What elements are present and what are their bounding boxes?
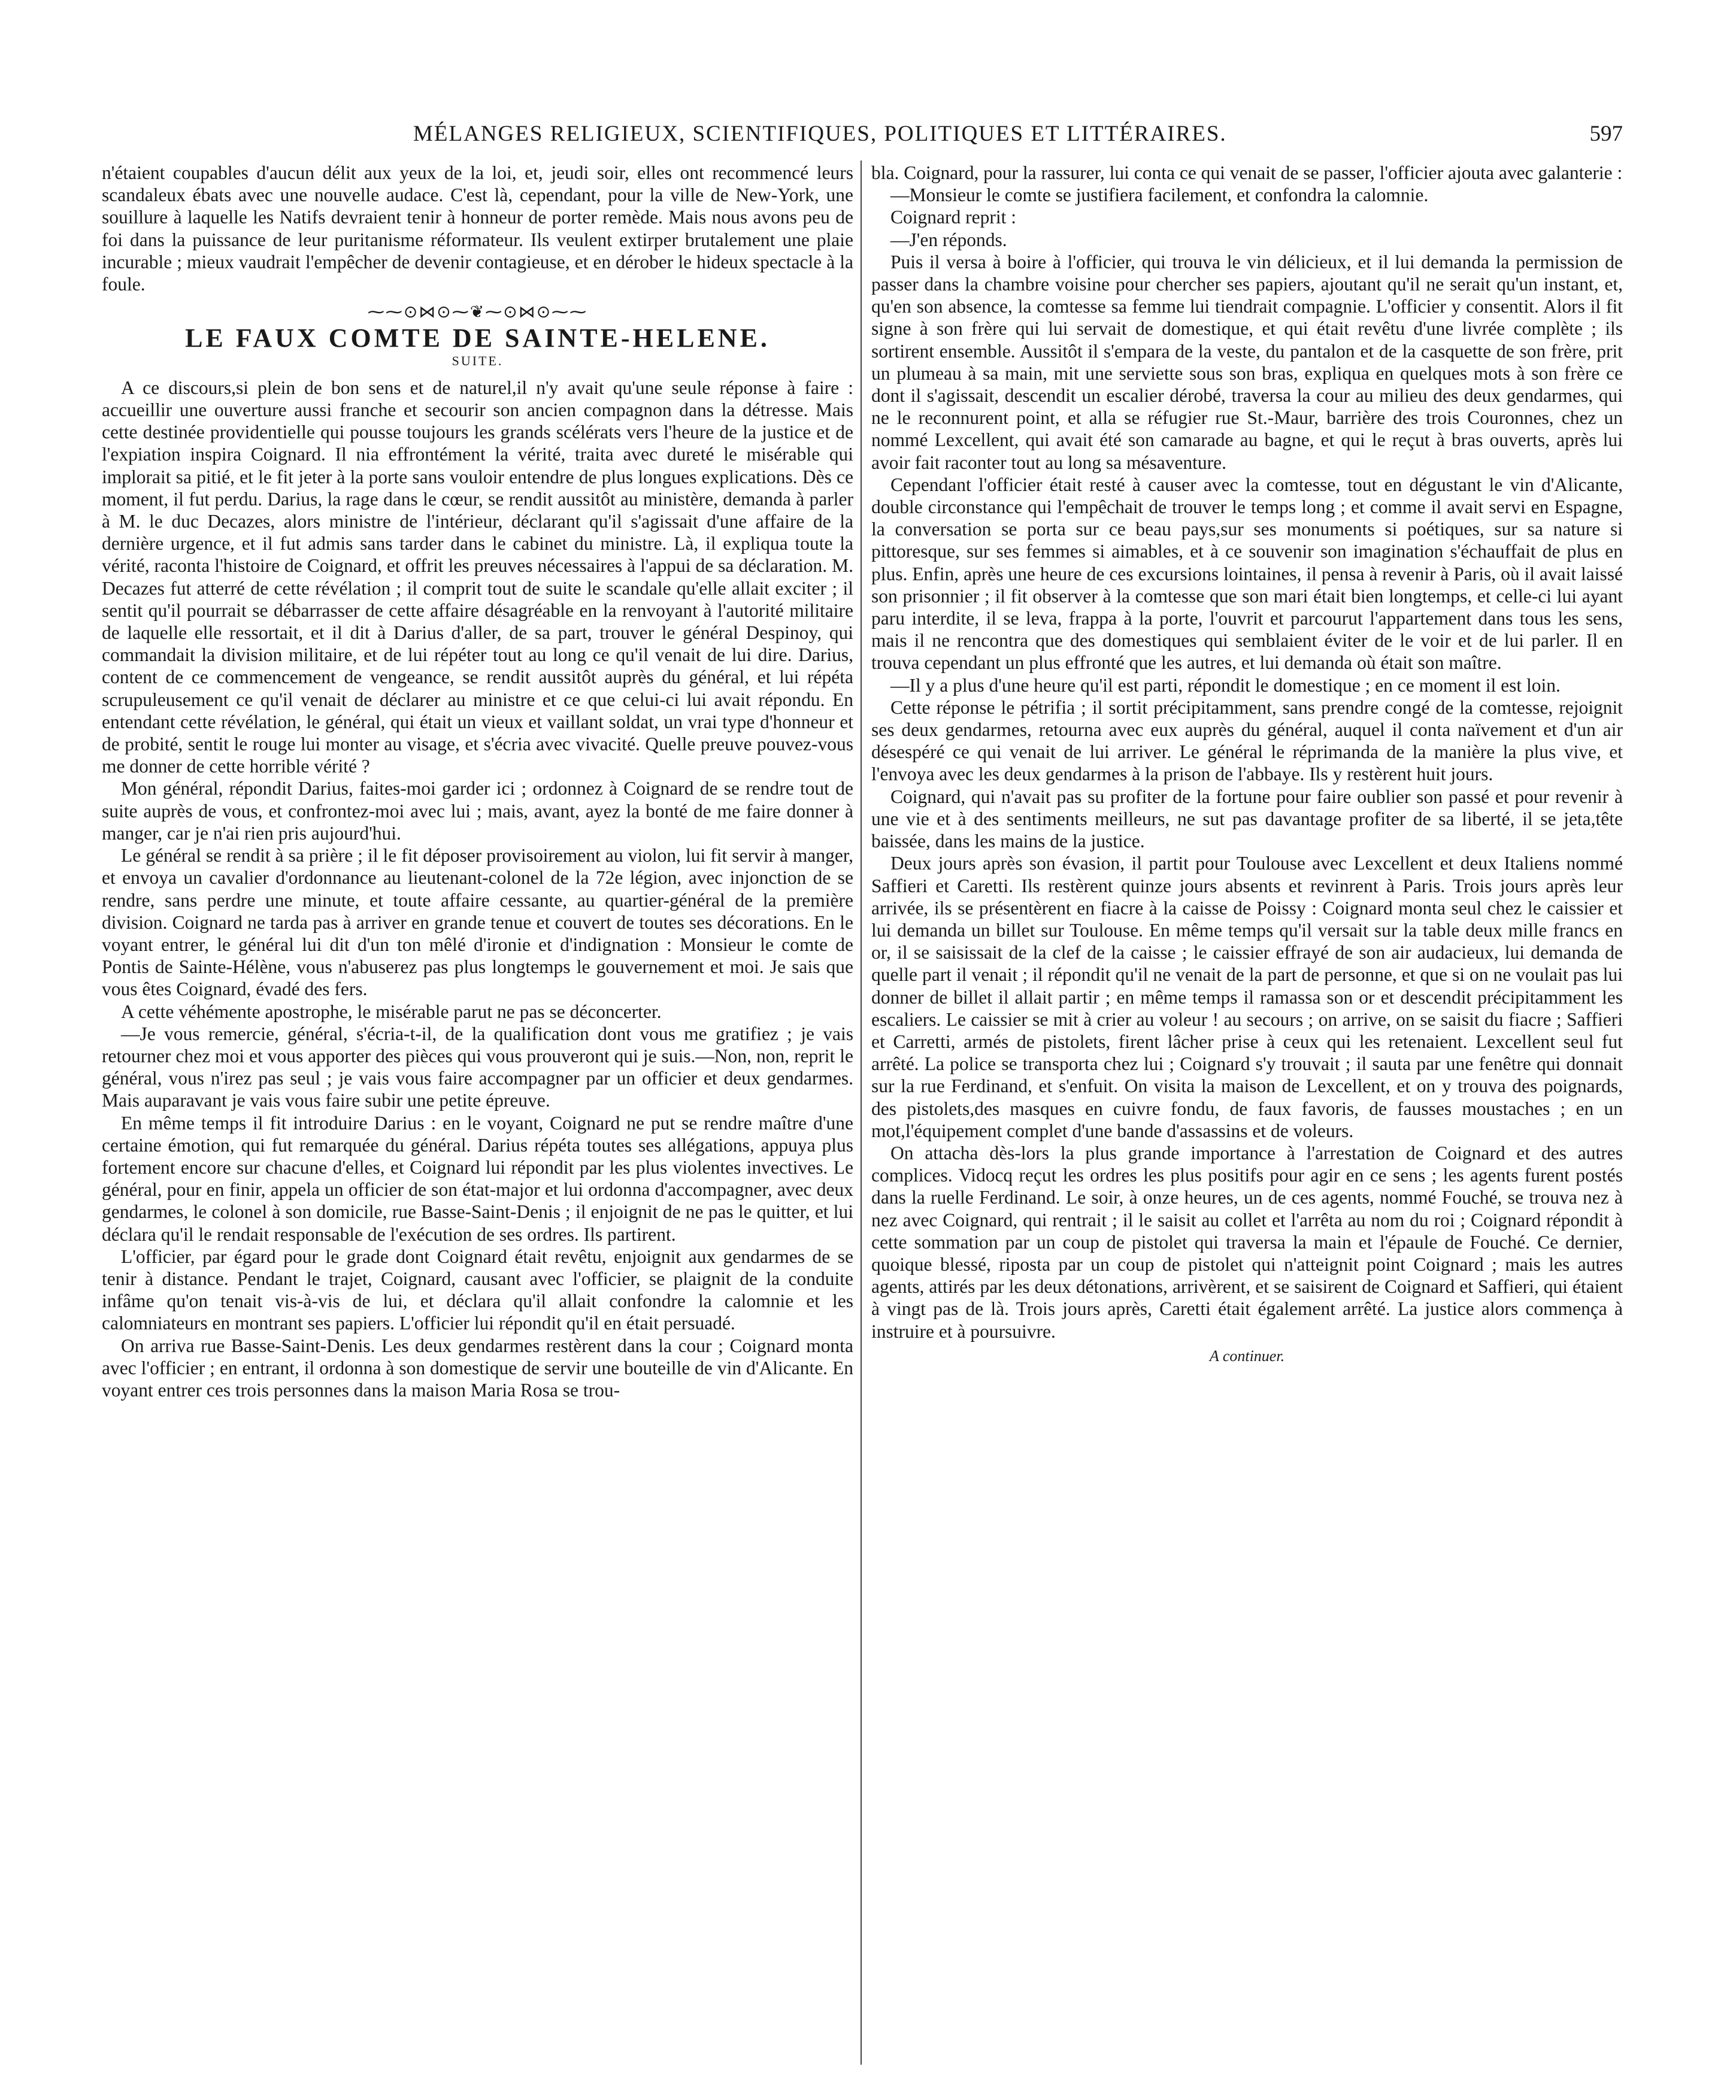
article-title: LE FAUX COMTE DE SAINTE-HELENE. [185, 323, 770, 353]
paragraph: A ce discours,si plein de bon sens et de naturel,il n'y avait qu'une seule réponse à faire : accueillir une ouverture aussi franche et secourir son ancien compagnon dans la détresse. Mais cette destinée providentielle qui pousse toujours les grands scélérats vers l'heure de la justice et de l'expiation inspira Coignard. Il nia effrontément la vérité, traita avec dureté le misérable qui implorait sa pitié, et le fit jeter à la porte sans vouloir entendre de plus longues explications. Dès ce moment, il fut perdu. Darius, la rage dans le cœur, se rendit aussitôt au ministère, demanda à parler à M. le duc Decazes, alors ministre de l'intérieur, déclarant qu'il s'agissait d'une affaire de la dernière urgence, et il fut admis sans tarder dans le cabinet du ministre. Là, il expliqua toute la vérité, raconta l'histoire de Coignard, et offrit les preuves nécessaires à l'appui de sa déclaration. M. Decazes fut atterré de cette révélation ; il comprit tout de suite le scandale qu'elle allait exciter ; il sentit qu'il pourrait se débarrasser de cette affaire désagréable en la renvoyant à l'autorité militaire de laquelle elle ressortait, et il dit à Darius d'aller, de sa part, trouver le général Despinoy, qui commandait la division militaire, et de lui répéter tout au long ce qu'il venait de lui dire. Darius, content de ce commencement de vengeance, se rendit aussitôt auprès du général, et lui répéta scrupuleusement ce qu'il venait de déclarer au ministre et ce que celui-ci lui avait répondu. En entendant cette révélation, le général, qui était un vieux et vaillant soldat, un vrai type d'honneur et de probité, sentit le rouge lui monter au visage, et s'écria avec vivacité. Quelle preuve pouvez-vous me donner de cette horrible vérité ? [102, 377, 853, 777]
paragraph: —Monsieur le comte se justifiera facilement, et confondra la calomnie. [890, 184, 1429, 206]
paragraph: Cette réponse le pétrifia ; il sortit précipitamment, sans prendre congé de la comtesse, rejoignit ses deux gendarmes, retourna avec eux auprès du général, auquel il conta naïvement et d'un air désespéré ce qui venait de lui arriver. Le général le réprimanda de la manière la plus vive, et l'envoya avec les deux gendarmes à la prison de l'abbaye. Ils y restèrent huit jours. [871, 696, 1623, 785]
paragraph: Cependant l'officier était resté à causer avec la comtesse, tout en dégustant le vin d'Alicante, double circonstance qui l'empêchait de trouver le temps long ; et comme il avait servi en Espagne, la conversation se porta sur ce beau pays,sur ses monuments si poétiques, sur sa nature si pittoresque, sur ses femmes si aimables, et à ce souvenir son imagination s'échauffait de plus en plus. Enfin, après une heure de ces excursions lointaines, il pensa à revenir à Paris, où il avait laissé son prisonnier ; il fit observer à la comtesse que son mari était bien longtemps, et celle-ci lui ayant paru interdite, il se leva, frappa à la porte, l'ouvrit et parcourut l'appartement dans tous les sens, mais il ne rencontra que des domestiques qui semblaient éviter de le voir et de lui parler. Il en trouva cependant un plus effronté que les autres, et lui demanda où était son maître. [871, 474, 1623, 674]
page-number: 597 [1589, 122, 1623, 146]
intro-paragraph: n'étaient coupables d'aucun délit aux yeux de la loi, et, jeudi soir, elles ont recommencé leurs scandaleux ébats avec une nouvelle audace. C'est là, cependant, pour la ville de New-York, une souillure à laquelle les Natifs devraient tenir à honneur de porter remède. Mais nous avons peu de foi dans la puissance de leur puritanisme réformateur. Ils veulent extirper brutalement une plaie incurable ; mieux vaudrait l'empêcher de devenir contagieuse, et en dérober le hideux spectacle à la foule. [102, 162, 853, 295]
paragraph: —J'en réponds. [890, 229, 1007, 250]
to-continue-note: A continuer. [1209, 1347, 1285, 1365]
continued-paragraph: bla. Coignard, pour la rassurer, lui conta ce qui venait de se passer, l'officier ajouta avec galanterie : [871, 162, 1623, 183]
page-header [78, 121, 1623, 150]
paragraph: En même temps il fit introduire Darius : en le voyant, Coignard ne put se rendre maître d'une certaine émotion, qui fut remarquée du général. Darius répéta toutes ses allégations, appuya plus fortement encore sur chacune d'elles, et Coignard lui répondit par les plus violentes invectives. Le général, pour en finir, appela un officier de son état-major et lui ordonna d'accompagner, avec deux gendarmes, le colonel à son domicile, rue Basse-Saint-Denis ; il enjoignit de ne pas le quitter, et lui déclara qu'il le rendait responsable de l'exécution de ses ordres. Ils partirent. [102, 1112, 853, 1245]
article-subtitle: SUITE. [452, 353, 504, 368]
paragraph: On arriva rue Basse-Saint-Denis. Les deux gendarmes restèrent dans la cour ; Coignard monta avec l'officier ; en entrant, il ordonna à son domestique de servir une bouteille de vin d'Alicante. En voyant entrer ces trois personnes dans la maison Maria Rosa se trou- [102, 1335, 853, 1401]
paragraph: —Je vous remercie, général, s'écria-t-il, de la qualification dont vous me gratifiez ; je vais retourner chez moi et vous apporter des pièces qui vous prouveront qui je suis.—Non, non, reprit le général, vous n'irez pas seul ; je vais vous faire accompagner par un officier et deux gendarmes. Mais auparavant je vais vous faire subir une petite épreuve. [102, 1023, 853, 1111]
paragraph: A cette véhémente apostrophe, le misérable parut ne pas se déconcerter. [121, 1001, 662, 1022]
paragraph: Coignard reprit : [890, 207, 1016, 228]
paragraph: Le général se rendit à sa prière ; il le fit déposer provisoirement au violon, lui fit servir à manger, et envoya un cavalier d'ordonnance au lieutenant-colonel de la 72e légion, avec injonction de se rendre, sans perdre une minute, et toute affaire cessante, au quartier-général de la première division. Coignard ne tarda pas à arriver en grande tenue et couvert de toutes ses décorations. En le voyant entrer, le général lui dit d'un ton mêlé d'ironie et d'indignation : Monsieur le comte de Pontis de Sainte-Hélène, vous n'abuserez pas plus longtemps le gouvernement et moi. Je sais que vous êtes Coignard, évadé des fers. [102, 845, 853, 1000]
right-column [871, 162, 1623, 2066]
paragraph: —Il y a plus d'une heure qu'il est parti, répondit le domestique ; en ce moment il est loin. [890, 674, 1561, 696]
paragraph: On attacha dès-lors la plus grande importance à l'arrestation de Coignard et des autres complices. Vidocq reçut les ordres les plus positifs pour agir en ce sens ; les agents furent postés dans la ruelle Ferdinand. Le soir, à onze heures, un de ces agents, nommé Fouché, se trouva nez à nez avec Coignard, qui rentrait ; il le saisit au collet et l'arrêta au nom du roi ; Coignard répondit à cette sommation par un coup de pistolet qui traversa la main et l'épaule de Fouché. Ce dernier, quoique blessé, riposta par un coup de pistolet qui n'atteignit point Coignard ; mais les autres agents, attirés par les deux détonations, arrivèrent, et se saisirent de Coignard et Saffieri, qui étaient à vingt pas de là. Trois jours après, Caretti était également arrêté. La justice alors commença à instruire et à poursuivre. [871, 1142, 1623, 1342]
column-divider [861, 160, 862, 2065]
paragraph: Puis il versa à boire à l'officier, qui trouva le vin délicieux, et il lui demanda la permission de passer dans la chambre voisine pour chercher ses papiers, ajoutant qu'il ne serait qu'un instant, et, qu'en son absence, la comtesse sa femme lui tiendrait compagnie. L'officier y consentit. Alors il fit signe à son frère qui lui servait de domestique, et qui était revêtu d'une livrée complète ; ils sortirent ensemble. Aussitôt il s'empara de la veste, du pantalon et de la casquette de son frère, prit un plumeau à sa main, mit une serviette sous son bras, expliqua en quelques mots à son frère ce dont il s'agissait, descendit un escalier dérobé, traversa la cour au milieu des deux gendarmes, qui ne le reconnurent point, et alla se réfugier rue St.-Maur, barrière des trois Couronnes, chez un nommé Lexcellent, qui avait été son camarade au bagne, et qui le reçut à bras ouverts, après lui avoir fait raconter tout au long sa mésaventure. [871, 251, 1623, 473]
paragraph: Deux jours après son évasion, il partit pour Toulouse avec Lexcellent et deux Italiens nommé Saffieri et Caretti. Ils restèrent quinze jours absents et revinrent à Paris. Trois jours après leur arrivée, ils se présentèrent en fiacre à la caisse de Poissy : Coignard monta seul chez le caissier et lui demanda un billet sur Toulouse. En même temps qu'il versait sur la table deux mille francs en or, il se saisissait de la clef de la caisse ; le caissier effrayé de son air audacieux, lui demanda de quelle part il venait ; il répondit qu'il ne venait de la part de personne, et que si on ne voulait pas lui donner de billet il allait partir ; en même temps il ramassa son or et descendit précipitamment les escaliers. Le caissier se mit à crier au voleur ! au secours ; on arrive, on se saisit du fiacre ; Saffieri et Carretti, armés de pistolets, firent lâcher prise à ceux qui les retenaient. Lexcellent seul fut arrêté. La police se transporta chez lui ; Coignard s'y trouvait ; il sauta par une fenêtre qui donnait sur la rue Ferdinand, et s'enfuit. On visita la maison de Lexcellent, et on y trouva des poignards, des pistolets,des masques en cuivre fondu, de faux favoris, de fausses moustaches ; en un mot,l'équipement complet d'une bande d'assassins et de voleurs. [871, 853, 1623, 1141]
left-column [102, 162, 853, 2066]
paragraph: Coignard, qui n'avait pas su profiter de la fortune pour faire oublier son passé et pour revenir à une vie et à des sentiments meilleurs, ne sut pas davantage profiter de sa liberté, il se jeta,tête baissée, dans les mains de la justice. [871, 786, 1623, 852]
running-title: MÉLANGES RELIGIEUX, SCIENTIFIQUES, POLITIQUES ET LITTÉRAIRES. [413, 122, 1227, 146]
paragraph: Mon général, répondit Darius, faites-moi garder ici ; ordonnez à Coignard de se rendre tout de suite auprès de vous, et confrontez-moi avec lui ; mais, avant, ayez la bonté de me faire donner à manger, car je n'ai rien pris aujourd'hui. [102, 778, 853, 844]
paragraph: L'officier, par égard pour le grade dont Coignard était revêtu, enjoignit aux gendarmes de se tenir à distance. Pendant le trajet, Coignard, causant avec l'officier, se plaignit de la conduite infâme qu'on tenait vis-à-vis de lui, et déclara qu'il allait confondre la calomnie et les calomniateurs en montrant ses papiers. L'officier lui répondit qu'il en était persuadé. [102, 1246, 853, 1334]
section-ornament: ⁓⁓⊙⋈⊙⁓❦⁓⊙⋈⊙⁓⁓ [367, 303, 588, 322]
